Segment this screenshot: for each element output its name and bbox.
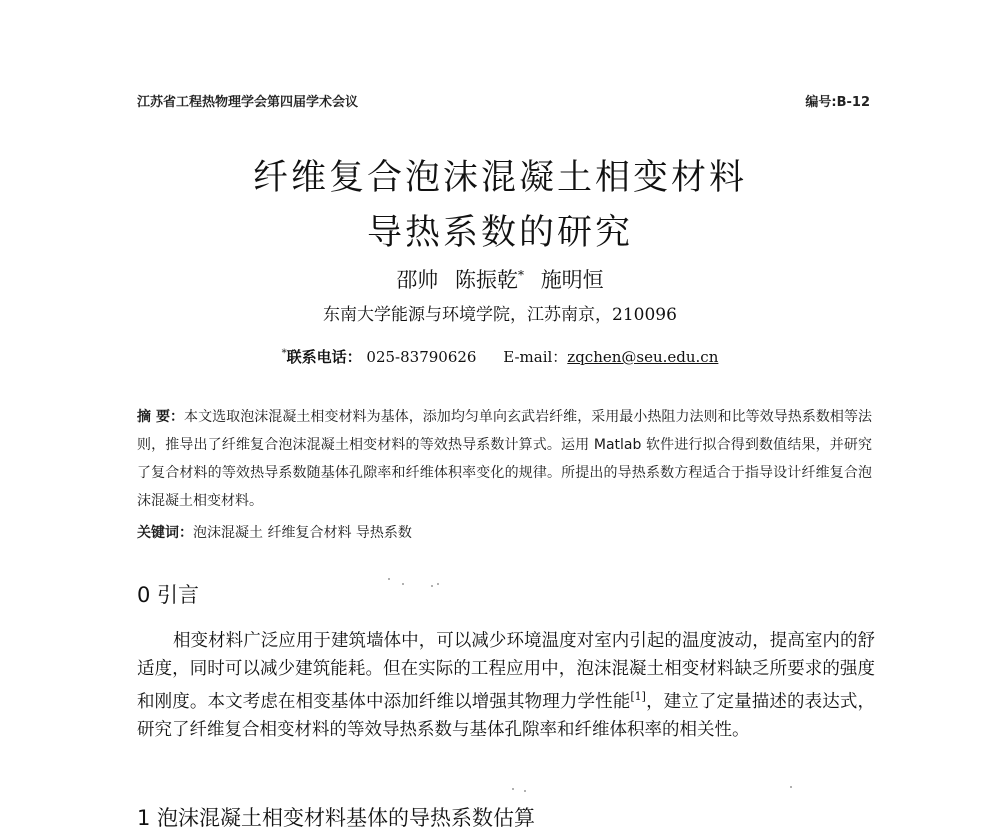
author-name: 陈振乾: [455, 268, 518, 292]
email-label: E-mail：: [503, 348, 568, 366]
corresponding-mark: *: [281, 348, 287, 359]
intro-text: 相变材料广泛应用于建筑墙体中，可以减少环境温度对室内引起的温度波动，提高室内的舒适度，同时可以减少建筑能耗。但在实际的工程应用中，泡沫混凝土相变材料缺乏所要求的强度和刚度。本文考虑在相变基体中添加纤维以增强其物理力学性能: [137, 631, 875, 712]
paper-title-line1: 纤维复合泡沫混凝土相变材料: [252, 158, 747, 198]
abstract: [137, 403, 872, 515]
intro-text: ，建立了定量描述的表达式，研究了纤维复合相变材料的等效导热系数与基体孔隙率和纤维体积率的相关性。: [137, 691, 876, 740]
corresponding-mark: *: [518, 268, 524, 282]
abstract-label: 摘 要：: [137, 409, 185, 425]
phone-label: 联系电话：: [286, 348, 362, 366]
section-heading-intro: 0 引言: [137, 583, 200, 607]
scan-speck: [524, 790, 526, 792]
paper-title-line2: 导热系数的研究: [366, 213, 633, 253]
author-name: 邵帅: [396, 268, 439, 292]
author-name: 施明恒: [540, 268, 604, 292]
author-list: [0, 264, 1000, 294]
scan-speck: [402, 583, 404, 585]
contact-line: [0, 346, 1000, 367]
scan-speck: [388, 578, 390, 580]
affiliation: 东南大学能源与环境学院，江苏南京，210096: [323, 305, 677, 325]
scan-speck: [437, 583, 439, 585]
scan-speck: [431, 585, 433, 587]
keywords-text: 泡沫混凝土 纤维复合材料 导热系数: [193, 525, 412, 541]
scan-speck: [512, 788, 514, 790]
keywords: [137, 522, 872, 542]
scan-speck: [790, 786, 792, 788]
keywords-label: 关键词：: [137, 525, 193, 541]
phone-number: 025-83790626: [366, 348, 477, 366]
section-heading-1: 1 泡沫混凝土相变材料基体的导热系数估算: [137, 806, 536, 830]
paper-code: 编号:B-12: [805, 95, 870, 110]
conference-header: 江苏省工程热物理学会第四届学术会议: [137, 95, 359, 110]
citation-ref[interactable]: [1]: [630, 690, 646, 703]
intro-paragraph: [137, 627, 875, 744]
email-link[interactable]: zqchen@seu.edu.cn: [567, 348, 719, 366]
abstract-text: 本文选取泡沫混凝土相变材料为基体，添加均匀单向玄武岩纤维，采用最小热阻力法则和比等效导热系数相等法则，推导出了纤维复合泡沫混凝土相变材料的等效热导系数计算式。运用 Matlab 软件进行拟合得到数值结果，并研究了复合材料的等效热导系数随基体孔隙率和纤维体积率变化的规律。所提出的导热系数方程适合于指导设计纤维复合泡沫混凝土相变材料。: [137, 409, 873, 509]
